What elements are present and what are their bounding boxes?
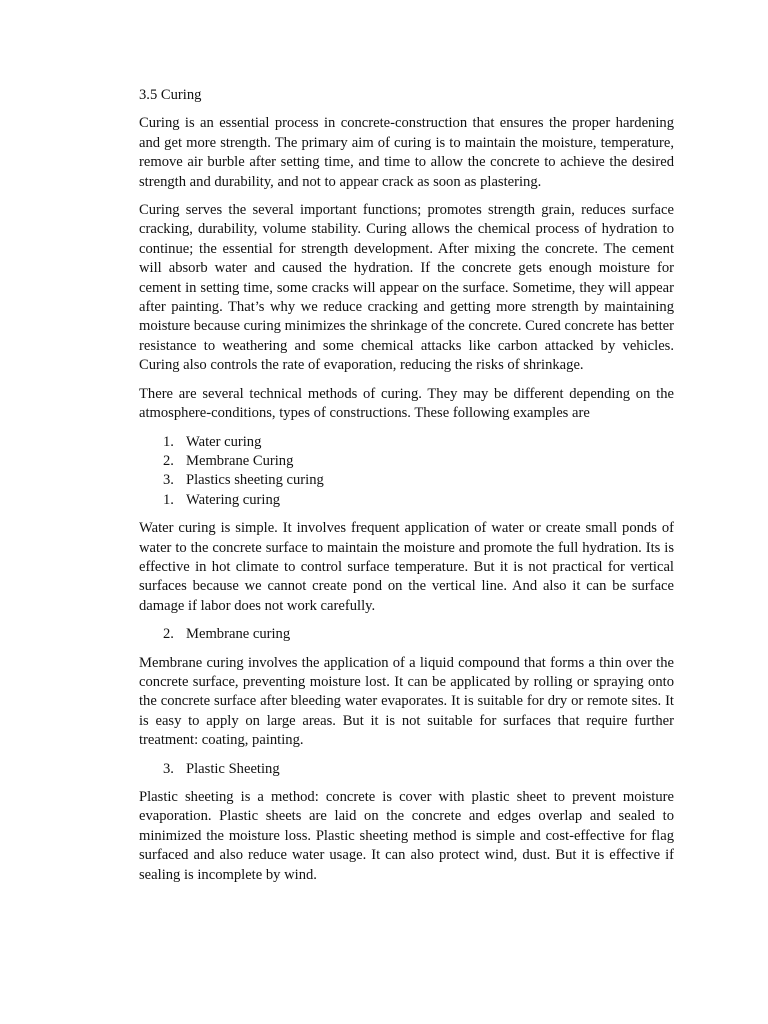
list-item [139, 452, 674, 471]
document-page [139, 86, 674, 894]
paragraph-water-curing: Water curing is simple. It involves frequent application of water or create small ponds of water to the concrete surface to maintain the moisture and promote the full hydration. Its is effective in hot climate to control surface temperature. But it is not practical for vertical surfaces because we cannot create pond on the vertical line. And also it can be surface damage if labor does not work carefully. [139, 520, 674, 614]
list-item [139, 433, 674, 452]
list-item-number: 1. [163, 491, 174, 508]
subheading-label: Plastic Sheeting [186, 760, 280, 777]
subheading-number: 3. [163, 760, 174, 777]
subheading-number: 2. [163, 626, 174, 643]
list-item-label: Water curing [186, 433, 262, 450]
curing-methods-list [139, 433, 674, 511]
paragraph-curing-methods-intro: There are several technical methods of curing. They may be different depending on the atmosphere-conditions, types of constructions. These following examples are [139, 385, 674, 422]
list-item-label: Plastics sheeting curing [186, 472, 324, 489]
list-item-label: Membrane Curing [186, 452, 294, 469]
subheading-membrane-curing [139, 625, 674, 644]
section-heading: 3.5 Curing [139, 87, 202, 103]
list-item [139, 471, 674, 490]
paragraph-curing-intro: Curing is an essential process in concrete-construction that ensures the proper hardening and get more strength. The primary aim of curing is to maintain the moisture, temperature, remove air burble after setting time, and time to allow the concrete to achieve the desired strength and durability, and not to appear crack as soon as plastering. [139, 115, 674, 190]
list-item [139, 491, 674, 510]
subheading-label: Membrane curing [186, 626, 291, 643]
paragraph-membrane-curing: Membrane curing involves the application of a liquid compound that forms a thin over the concrete surface, preventing moisture lost. It can be applicated by rolling or spraying onto the concrete surface after bleeding water evaporates. It is suitable for dry or remote sites. It is easy to apply on large areas. But it is not suitable for surfaces that require further treatment: coating, painting. [139, 654, 674, 749]
list-item-number: 1. [163, 433, 174, 450]
list-item-number: 2. [163, 452, 174, 469]
list-item-label: Watering curing [186, 491, 281, 508]
subheading-plastic-sheeting [139, 760, 674, 779]
paragraph-plastic-sheeting: Plastic sheeting is a method: concrete is cover with plastic sheet to prevent moisture evaporation. Plastic sheets are laid on the concrete and edges overlap and sealed to minimized the moisture loss. Plastic sheeting method is simple and cost-effective for flag surfaced and also reduce water usage. It can also protect wind, dust. But it is effective if sealing is incomplete by wind. [139, 789, 674, 883]
list-item-number: 3. [163, 472, 174, 489]
paragraph-curing-functions: Curing serves the several important functions; promotes strength grain, reduces surface cracking, durability, volume stability. Curing allows the chemical process of hydration to continue; the essential for strength development. After mixing the concrete. The cement will absorb water and caused the hydration. If the concrete gets enough moisture for cement in setting time, some cracks will appear on the surface. Sometime, they will appear after painting. That’s why we reduce cracking and getting more strength by maintaining moisture because curing minimizes the shrinkage of the concrete. Cured concrete has better resistance to weathering and some chemical attacks like carbon attacked by vehicles. Curing also controls the rate of evaporation, reducing the risks of shrinkage. [139, 202, 674, 374]
